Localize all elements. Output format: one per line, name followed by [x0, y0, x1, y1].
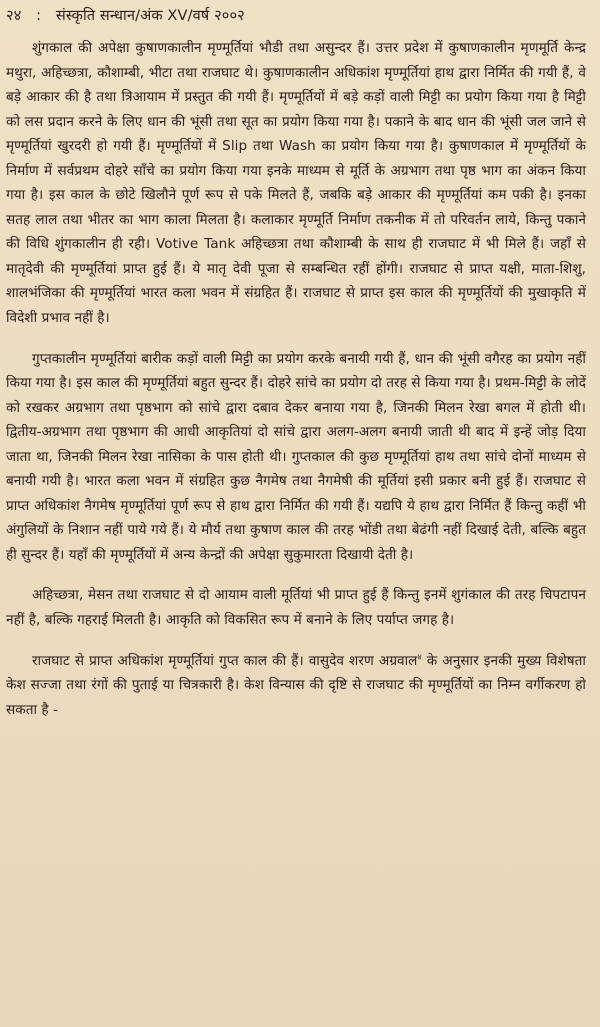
- running-header: [6, 6, 586, 36]
- footnote-marker: ४: [417, 652, 422, 662]
- header-separator: :: [36, 7, 42, 24]
- paragraph-gupta-terracottas: गुप्तकालीन मृण्मूर्तियां बारीक कड़ों वाली मिट्टी का प्रयोग करके बनायी गयी हैं, धान की भूंसी वगैरह का प्रयोग नहीं किया गया है। इस काल की मृण्मूर्तियां बहुत सुन्दर हैं। दोहरे सांचे का प्रयोग दो तरह से किया गया है। प्रथम-मिट्टी के लोदें को रखकर अग्रभाग तथा पृष्ठभाग को सांचे द्वारा दबाव देकर बनाया गया है, जिनकी मिलन रेखा बगल में होती थी। द्वितीय-अग्रभाग तथा पृष्ठभाग की आधी आकृतियां दो सांचे द्वारा अलग-अलग बनायी जाती थी बाद में इन्हें जोड़ दिया जाता था, जिनकी मिलन रेखा नासिका के पास होती थी। गुप्तकाल की कुछ मृण्मूर्तियां हाथ तथा सांचे दोनों माध्यम से बनायी गयी है। भारत कला भवन में संग्रहित कुछ नैगमेष तथा नैगमेषी की मूर्तियां इसी प्रकार बनी हुई हैं। राजघाट से प्राप्त अधिकांश नैगमेष मृण्मूर्तियां पूर्ण रूप से हाथ द्वारा निर्मित की गयी हैं। यद्यपि ये हाथ द्वारा निर्मित हैं किन्तु कहीं भी अंगुलियों के निशान नहीं पाये गये हैं। ये मौर्य तथा कुषाण काल की तरह भोंडी तथा बेढंगी नहीं दिखाई देती, बल्कि बहुत ही सुन्दर हैं। यहाँ की मृण्मूर्तियों में अन्य केन्द्रों की अपेक्षा सुकुमारता दिखायी देती है।: [6, 350, 586, 563]
- page-number: २४: [6, 7, 22, 24]
- paragraph-two-dimensional-figures: अहिच्छत्रा, मेसन तथा राजघाट से दो आयाम वाली मूर्तियां भी प्राप्त हुई हैं किन्तु इनमें शुगंकाल की तरह चिपटापन नहीं है, बल्कि गहराई मिलती है। आकृति को विकसित रूप में बनाने के लिए पर्याप्त जगह है।: [6, 587, 586, 629]
- journal-title: संस्कृति सन्धान/अंक XV/वर्ष २००२: [55, 7, 245, 24]
- paragraph-text-end: के अनुसार इनकी मुख्य विशेषता केश सज्जा तथा रंगों की पुताई या चित्रकारी है। केश विन्यास की दृष्टि से राजघाट की मृण्मूर्तियों का निम्न वर्गीकरण हो सकता है -: [6, 652, 586, 718]
- paragraph-text-start: राजघाट से प्राप्त अधिकांश मृण्मूर्तियां गुप्त काल की हैं। वासुदेव शरण अग्रवाल: [32, 652, 418, 669]
- paragraph-rajghat-classification: [6, 649, 586, 723]
- paragraph-kushana-terracottas: शुंगकाल की अपेक्षा कुषाणकालीन मृण्मूर्तियां भौडी तथा असुन्दर हैं। उत्तर प्रदेश में कुषाणकालीन मृणमूर्ति केन्द्र मथुरा, अहिच्छत्रा, कौशाम्बी, भीटा तथा राजघाट थे। कुषाणकालीन अधिकांश मृण्मूर्तियां हाथ द्वारा निर्मित की गयी हैं, वे बड़े आकार की है तथा त्रिआयाम में प्रस्तुत की गयी हैं। मृण्मूर्तियों में बड़े कड़ों वाली मिट्टी का प्रयोग किया गया है मिट्टी को लस प्रदान करने के लिए धान की भूंसी तथा सूत का प्रयोग किया गया है। पकाने के बाद धान की भूंसी जल जाने से मृण्मूर्तियां खुरदरी हो गयी हैं। मृण्मूर्तियों में Slip तथा Wash का प्रयोग किया गया है। कुषाणकाल में मृण्मूर्तियों के निर्माण में सर्वप्रथम दोहरे साँचे का प्रयोग किया गया इनके माध्यम से मूर्ति के अग्रभाग तथा पृष्ठ भाग का अंकन किया गया है। इस काल के छोटे खिलौने पूर्ण रूप से पके मिलते हैं, जबकि बड़े आकार की मृण्मूर्तियां कम पकी है। इनका सतह लाल तथा भीतर का भाग काला मिलता है। कलाकार मृण्मूर्ति निर्माण तकनीक में तो परिवर्तन लाये, किन्तु पकाने की विधि शुंगकालीन ही रही। Votive Tank अहिच्छत्रा तथा कौशाम्बी के साथ ही राजघाट में भी मिले हैं। जहाँ से मातृदेवी की मृण्मूर्तियां प्राप्त हुई हैं। ये मातृ देवी पूजा से सम्बन्धित रहीं होंगी। राजघाट से प्राप्त यक्षी, माता-शिशु, शालभंजिका की मृण्मूर्तियां भारत कला भवन में संग्रहित हैं। राजघाट से प्राप्त इस काल की मृण्मूर्तियों की मुखाकृति में विदेशी प्रभाव नहीं है।: [6, 40, 586, 327]
